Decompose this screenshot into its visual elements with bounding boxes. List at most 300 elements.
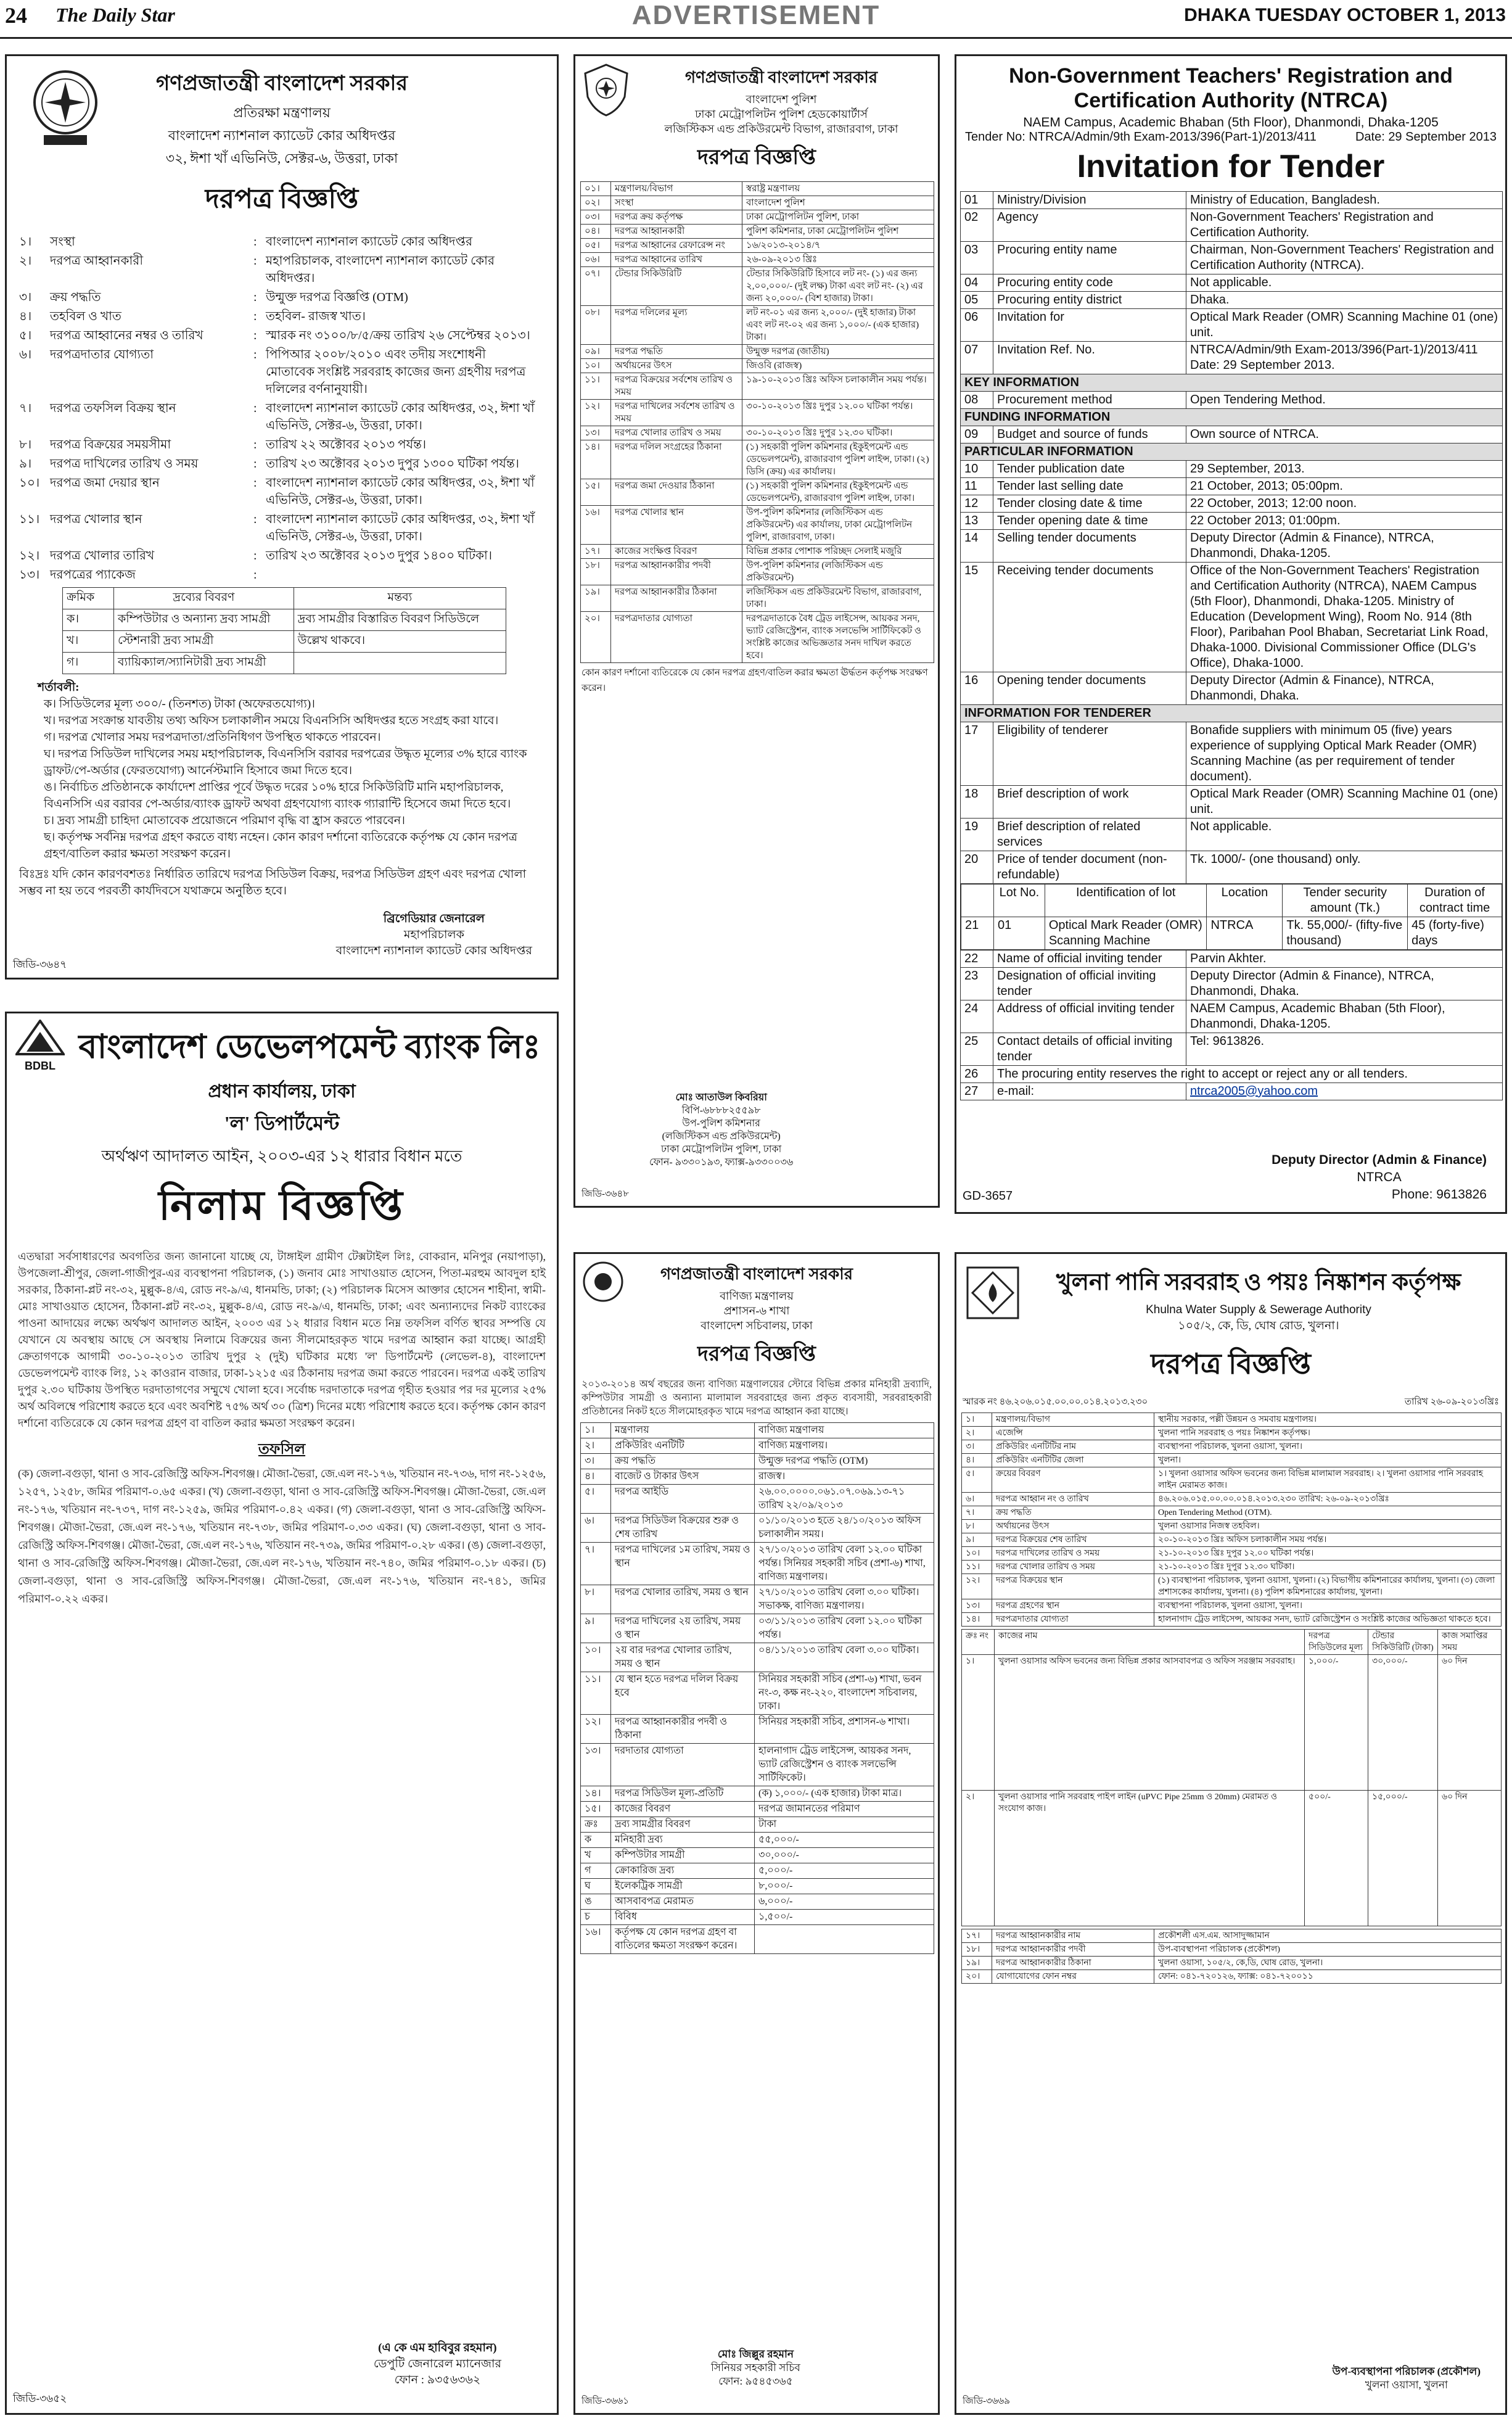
separator: : xyxy=(253,348,257,361)
ad-khulna-lot-table xyxy=(961,1629,1502,1926)
info-label: দরপত্র তফসিল বিক্রয় স্থান xyxy=(50,402,176,415)
cell-number: ক xyxy=(581,1833,611,1848)
cell-label: যে স্থান হতে দরপত্র দলিল বিক্রয় হবে xyxy=(611,1672,755,1715)
table-row xyxy=(63,631,506,653)
table-row xyxy=(962,1506,1502,1520)
lot-cell: ৩০,০০০/- xyxy=(1368,1655,1438,1791)
table-row xyxy=(581,196,934,210)
ad-police-signature xyxy=(649,1091,793,1169)
info-row xyxy=(19,252,544,287)
table-row xyxy=(581,345,934,359)
cell-value: হালনাগাদ ট্রেড লাইসেন্স, আয়কর সনদ, ভ্যাট রেজিস্ট্রেশন ও সংশ্লিষ্ট কাজের অভিজ্ঞতা থাকতে হবে। xyxy=(1154,1613,1502,1627)
ad-ntrca-address: NAEM Campus, Academic Bhaban (5th Floor), Dhanmondi, Dhaka-1205 xyxy=(1023,115,1439,130)
cell-label: দরপত্র খোলার তারিখ, সময় ও স্থান xyxy=(611,1585,755,1614)
cell-label: কাজের বিবরণ xyxy=(611,1802,755,1817)
sig-line: ঢাকা মেট্রোপলিটন পুলিশ, ঢাকা xyxy=(661,1144,782,1155)
cell-label: Selling tender documents xyxy=(993,530,1186,563)
cell-value: Dhaka. xyxy=(1186,292,1503,309)
cell-value: ০৪/১১/২০১৩ তারিখ বেলা ৩.০০ ঘটিকা। xyxy=(755,1643,934,1672)
cell-label: দরপত্র বিক্রয়ের শেষ তারিখ xyxy=(992,1533,1154,1547)
cell-label: দরপত্র আহ্বানকারীর পদবী xyxy=(611,559,742,585)
info-number: ১১। xyxy=(19,513,40,526)
cell-label: Budget and source of funds xyxy=(993,426,1186,443)
cell-number: ৬। xyxy=(962,1493,992,1506)
cell-label: বিবিধ xyxy=(611,1910,755,1925)
info-label: দরপত্র বিক্রয়ের সময়সীমা xyxy=(50,438,171,452)
info-label: ক্রয় পদ্ধতি xyxy=(50,291,101,304)
info-row xyxy=(19,327,544,344)
info-label: দরপত্রের প্যাকেজ xyxy=(50,568,136,582)
cell-value: ১। খুলনা ওয়াসার অফিস ভবনের জন্য বিভিন্ন মালামাল সরবরাহ। ২। খুলনা ওয়াসার পানি সরবরাহ লাইন মেরামত কাজ। xyxy=(1154,1467,1502,1493)
pkg-cell: স্টেশনারী দ্রব্য সামগ্রী xyxy=(114,631,294,653)
cell-value: হালনাগাদ ট্রেড লাইসেন্স, আয়কর সনদ, ভ্যাট রেজিস্ট্রেশন ও ব্যাংক সলভেন্সি সার্টিফিকেট। xyxy=(755,1744,934,1786)
ad-ntrca-ref xyxy=(965,130,1497,144)
info-value: বাংলাদেশ ন্যাশনাল ক্যাডেট কোর অধিদপ্তর xyxy=(266,235,472,249)
info-row xyxy=(19,233,544,250)
cell-value: লজিস্টিকস এন্ড প্রকিউরমেন্ট বিভাগ, রাজারবাগ, ঢাকা। xyxy=(742,585,934,612)
term-item: ঙ। নির্বাচিত প্রতিষ্ঠানকে কার্যাদেশ প্রাপ্তির পূর্বে উদ্ধৃত দরের ১০% হারে সিকিউরিটি মানি মহাপরিচালক, বিএনসিসি এর বরাবর পে-অর্ডার/ব্যাংক ড্রাফট অথবা গ্রহণযোগ্য ব্যাংক গ্যারান্টি হিসেবে জমা দিতে হবে। xyxy=(44,781,511,810)
table-row xyxy=(581,545,934,559)
separator: : xyxy=(253,549,257,563)
table-row xyxy=(961,342,1503,374)
cell-number: ০৭। xyxy=(581,267,611,306)
ad-code: জিডি-৩৬৪৮ xyxy=(581,1189,630,1199)
table-row xyxy=(581,1848,934,1863)
table-row xyxy=(581,267,934,306)
cell-number: 25 xyxy=(961,1033,993,1066)
cell-number: ১১। xyxy=(962,1561,992,1574)
government-emblem-icon xyxy=(581,1260,625,1306)
ad-ntrca-heading: Invitation for Tender xyxy=(1077,149,1385,184)
cell-label: Procuring entity name xyxy=(993,242,1186,274)
info-value: স্মারক নং ৩১০০/৮/৫/ক্রয় তারিখ ২৬ সেপ্টেম্বর ২০১৩। xyxy=(266,329,530,342)
info-row xyxy=(19,547,544,564)
cell-number: ৫। xyxy=(581,1485,611,1514)
cell-number: 19 xyxy=(961,819,993,851)
sig-line: খুলনা ওয়াসা, খুলনা xyxy=(1365,2379,1448,2391)
cell-number: ১১। xyxy=(581,1672,611,1715)
cell-number: 11 xyxy=(961,478,993,495)
cell-number: ১৮। xyxy=(962,1943,992,1957)
cell-label: দরপত্র আহ্বানের তারিখ xyxy=(611,253,742,267)
table-row xyxy=(961,1083,1503,1100)
info-row xyxy=(19,289,544,306)
table-row xyxy=(962,1413,1502,1427)
section-title: PARTICULAR INFORMATION xyxy=(961,443,1503,461)
table-row xyxy=(961,563,1503,672)
cell-label: Contact details of official inviting tender xyxy=(993,1033,1186,1066)
page-header xyxy=(0,0,1512,39)
cell-number: ১১। xyxy=(581,373,611,400)
term-item: ছ। কর্তৃপক্ষ সর্বনিম্ন দরপত্র গ্রহণ করতে বাধ্য নহেন। কোন কারণ দর্শানো ব্যতিরেকে কর্তৃপক্ষ যে কোন দরপত্র গ্রহণ/বাতিল করার ক্ষমতা সংরক্ষণ করেন। xyxy=(44,831,517,860)
cell-number: ১২। xyxy=(581,400,611,426)
cell-number: ঘ xyxy=(581,1879,611,1894)
ad-code: জিডি-৩৬৫২ xyxy=(13,2393,67,2404)
table-row xyxy=(961,209,1503,242)
lot-cell: ৫০০/- xyxy=(1305,1791,1368,1926)
lot-head: ক্রঃ নং xyxy=(962,1630,995,1655)
ad-police-table xyxy=(580,181,934,663)
ad-commerce-title: গণপ্রজাতন্ত্রী বাংলাদেশ সরকার xyxy=(660,1265,853,1283)
cell-number: ১৫। xyxy=(581,479,611,506)
table-row xyxy=(581,239,934,253)
separator: : xyxy=(253,568,257,582)
info-number: ১২। xyxy=(19,549,40,563)
cell-number: ১৭। xyxy=(962,1929,992,1943)
cell-number: ৬। xyxy=(581,1514,611,1543)
cell-label: দরপত্র আহ্বানকারীর পদবী ও ঠিকানা xyxy=(611,1715,755,1744)
cell-value: উন্মুক্ত দরপত্র পদ্ধতি (OTM) xyxy=(755,1454,934,1469)
government-emblem-icon xyxy=(31,68,99,152)
cell-number: 01 xyxy=(961,192,993,209)
separator: : xyxy=(253,254,257,268)
cell-label: দরপত্র সিডিউল মূল্য-প্রতিটি xyxy=(611,1786,755,1802)
sig-line: সিনিয়র সহকারী সচিব xyxy=(711,2362,800,2374)
table-row xyxy=(581,400,934,426)
sig-line: NTRCA xyxy=(1357,1170,1402,1184)
table-row xyxy=(581,1614,934,1643)
cell-value: ২৬-০৯-২০১৩ খ্রিঃ xyxy=(742,253,934,267)
separator: : xyxy=(253,329,257,342)
table-row xyxy=(962,1943,1502,1957)
cell-value: Tk. 1000/- (one thousand) only. xyxy=(1186,851,1503,884)
cell-label: e-mail: xyxy=(993,1083,1186,1100)
info-number: ৪। xyxy=(19,310,32,323)
cell-number: ১৫। xyxy=(581,1802,611,1817)
ad-khulna-signature xyxy=(1333,2365,1481,2392)
lot-cell: ১। xyxy=(962,1655,995,1791)
table-row xyxy=(581,1454,934,1469)
ad-cadet-package-table xyxy=(62,587,506,674)
info-label: দরপত্র দাখিলের তারিখ ও সময় xyxy=(50,457,199,471)
cell-number: 17 xyxy=(961,722,993,786)
info-value: তারিখ ২৩ অক্টোবর ২০১৩ দুপুর ১৩০০ ঘটিকা পর্যন্ত। xyxy=(266,457,519,471)
info-label: দরপত্র জমা দেয়ার স্থান xyxy=(50,476,160,490)
cell-number: ৭। xyxy=(962,1506,992,1520)
tender-number: Tender No: NTRCA/Admin/9th Exam-2013/396(Part-1)/2013/411 xyxy=(965,130,1317,144)
table-row xyxy=(962,1467,1502,1493)
cell-label: দ্রব্য সামগ্রীর বিবরণ xyxy=(611,1817,755,1833)
cell-value: Bonafide suppliers with minimum 05 (five) years experience of supplying Optical Mark Reader (OMR) Scanning Machine (as per requirement of tender document). xyxy=(1186,722,1503,786)
cell-value: দরপত্রদাতাকে বৈধ ট্রেড লাইসেন্স, আয়কর সনদ, ভ্যাট রেজিস্ট্রেশন, ব্যাংক সলভেন্সি সার্টিফিকেট ও সংশ্লিষ্ট কাজের অভিজ্ঞতার সনদ দাখিল করতে হবে। xyxy=(742,612,934,663)
cell-value: ৬,০০০/- xyxy=(755,1894,934,1910)
cell-number: ০১। xyxy=(581,182,611,196)
section-label: ADVERTISEMENT xyxy=(631,0,881,30)
table-row xyxy=(962,1613,1502,1627)
cell-label: দরপত্র দাখিলের ২য় তারিখ, সময় ও স্থান xyxy=(611,1614,755,1643)
memo-date: তারিখ ২৬-০৯-২০১৩খ্রিঃ xyxy=(1404,1397,1499,1407)
cell-value: লট নং-০১ এর জন্য ২,০০০/- (দুই হাজার) টাকা এবং লট নং-০২ এর জন্য ১,০০০/- (এক হাজার) টাকা। xyxy=(742,306,934,345)
cell-label: দরপত্র দাখিলের সর্বশেষ তারিখ ও সময় xyxy=(611,400,742,426)
ad-bdbl-schedule-label: তফসিল xyxy=(258,1441,306,1458)
cell-number: ৭। xyxy=(581,1543,611,1585)
cell-number: 10 xyxy=(961,461,993,478)
ad-cadet-terms xyxy=(7,679,557,899)
cell-label: দরপত্র আহ্বানের রেফারেন্স নং xyxy=(611,239,742,253)
cell-number: ১০। xyxy=(962,1547,992,1561)
info-row xyxy=(19,436,544,453)
lot-cell: Tk. 55,000/- (fifty-five thousand) xyxy=(1283,917,1408,950)
table-row xyxy=(961,786,1503,819)
cell-value: বাণিজ্য মন্ত্রণালয় xyxy=(755,1423,934,1438)
table-row xyxy=(581,253,934,267)
ad-khulna-memo xyxy=(963,1395,1499,1410)
sig-line: মহাপরিচালক xyxy=(403,928,464,941)
separator: : xyxy=(253,310,257,323)
cell-label: Tender publication date xyxy=(993,461,1186,478)
cell-label: দরপত্র আহ্বানকারীর নাম xyxy=(992,1929,1154,1943)
email-link[interactable]: ntrca2005@yahoo.com xyxy=(1186,1083,1503,1100)
table-row xyxy=(581,1910,934,1925)
cell-label: দরপত্র খোলার স্থান xyxy=(611,506,742,545)
cell-value: ২১-১০-২০১৩ খ্রিঃ দুপুর ১২.৩০ ঘটিকা। xyxy=(1154,1561,1502,1574)
memo-number: স্মারক নং ৪৬.২০৬.০১৫.০০.০০.০১৪.২০১৩.২৩০ xyxy=(963,1397,1148,1407)
cell-label: Eligibility of tenderer xyxy=(993,722,1186,786)
table-row xyxy=(581,373,934,400)
cell-number: ০৮। xyxy=(581,306,611,345)
cell-number: ০৬। xyxy=(581,253,611,267)
cell-number: ৯। xyxy=(581,1614,611,1643)
table-row xyxy=(581,1802,934,1817)
table-row xyxy=(962,1574,1502,1599)
lot-cell: ১,০০০/- xyxy=(1305,1655,1368,1791)
cell-value: Optical Mark Reader (OMR) Scanning Machine 01 (one) unit. xyxy=(1186,786,1503,819)
info-number: ৫। xyxy=(19,329,32,342)
lot-cell: ৬০ দিন xyxy=(1438,1791,1502,1926)
info-number: ৮। xyxy=(19,438,32,452)
sig-line: বিপি-৬৮৮৮২৫৫৯৮ xyxy=(681,1105,761,1116)
ad-ntrca-title: Non-Government Teachers' Registration and Certification Authority (NTRCA) xyxy=(1009,64,1453,112)
cell-label: Tender closing date & time xyxy=(993,495,1186,513)
table-row xyxy=(581,1469,934,1485)
cell-value: ব্যবস্থাপনা পরিচালক, খুলনা ওয়াসা, খুলনা। xyxy=(1154,1599,1502,1613)
cell-label: এজেন্সি xyxy=(992,1427,1154,1440)
table-row xyxy=(961,426,1503,443)
pkg-cell: দ্রব্য সামগ্রীর বিস্তারিত বিবরণ সিডিউলে xyxy=(294,609,506,631)
cell-label: Opening tender documents xyxy=(993,672,1186,705)
ad-cadet-ministry: প্রতিরক্ষা মন্ত্রণালয় xyxy=(233,105,331,120)
cell-value: উপ-পুলিশ কমিশনার (লজিস্টিকস এন্ড প্রকিউরমেন্ট) xyxy=(742,559,934,585)
table-row xyxy=(962,1493,1502,1506)
cell-number: ১৬। xyxy=(581,1925,611,1954)
table-row xyxy=(961,292,1503,309)
sig-line: মোঃ জিল্লুর রহমান xyxy=(717,2348,794,2360)
cell-number: ১৬। xyxy=(581,506,611,545)
sig-line: Deputy Director (Admin & Finance) xyxy=(1272,1153,1487,1167)
info-value: তহবিল- রাজস্ব খাত। xyxy=(266,310,366,323)
table-row xyxy=(581,479,934,506)
table-row xyxy=(962,1533,1502,1547)
table-row xyxy=(962,1547,1502,1561)
section-header xyxy=(961,705,1503,722)
cell-value: বিভিন্ন প্রকার পোশাক পরিচ্ছদ সেলাই মজুরি xyxy=(742,545,934,559)
cell-label: Brief description of related services xyxy=(993,819,1186,851)
cell-number: ৩। xyxy=(581,1454,611,1469)
table-row xyxy=(63,653,506,674)
table-row xyxy=(63,609,506,631)
table-row xyxy=(581,1863,934,1879)
cell-value: NTRCA/Admin/9th Exam-2013/396(Part-1)/2013/411 Date: 29 September 2013. xyxy=(1186,342,1503,374)
lot-head: Identification of lot xyxy=(1045,885,1207,917)
cell-value: ০৩/১১/২০১৩ তারিখ বেলা ১২.০০ ঘটিকা পর্যন্ত। xyxy=(755,1614,934,1643)
lot-cell: NTRCA xyxy=(1207,917,1283,950)
cell-value: ২১-১০-২০১৩ খ্রিঃ দুপুর ১২.০০ ঘটিকা পর্যন্ত। xyxy=(1154,1547,1502,1561)
cell-number: ১৩। xyxy=(581,1744,611,1786)
table-row xyxy=(581,1833,934,1848)
info-number: ১৩। xyxy=(19,568,40,582)
cell-number: চ xyxy=(581,1910,611,1925)
police-emblem-icon xyxy=(581,62,631,121)
pkg-head-remark: মন্তব্য xyxy=(294,588,506,609)
cell-label: দরপত্রদাতার যোগ্যতা xyxy=(611,612,742,663)
section-title: FUNDING INFORMATION xyxy=(961,409,1503,426)
section-header xyxy=(961,409,1503,426)
cell-number: ০২। xyxy=(581,196,611,210)
ad-bdbl-signature xyxy=(374,2340,501,2388)
cell-label: দরপত্র বিক্রয়ের স্থান xyxy=(992,1574,1154,1599)
sig-line: ফোন- ৯৩৩০১৯৩, ফ্যাক্স-৯৩৩০০৩৬ xyxy=(649,1157,794,1168)
ad-commerce-heading: দরপত্র বিজ্ঞপ্তি xyxy=(697,1343,816,1366)
cell-number: 15 xyxy=(961,563,993,672)
ad-khulna-heading: দরপত্র বিজ্ঞপ্তি xyxy=(1151,1348,1311,1380)
cell-label: দরপত্র বিক্রয়ের সর্বশেষ তারিখ ও সময় xyxy=(611,373,742,400)
table-row xyxy=(581,1543,934,1585)
cell-value: (ক) ১,০০০/- (এক হাজার) টাকা মাত্র। xyxy=(755,1786,934,1802)
cell-value: ৫,০০০/- xyxy=(755,1863,934,1879)
ad-khulna-table xyxy=(961,1413,1502,1627)
cell-label: যোগাযোগের ফোন নম্বর xyxy=(992,1970,1154,1984)
term-item: খ। দরপত্র সংক্রান্ত যাবতীয় তথ্য অফিস চলাকালীন সময়ে বিএনসিসি অধিদপ্তর হতে সংগ্রহ করা যাবে। xyxy=(44,714,499,727)
cell-label: দরপত্র সিডিউল বিক্রয়ের শুরু ও শেষ তারিখ xyxy=(611,1514,755,1543)
separator: : xyxy=(253,438,257,452)
cell-label: Agency xyxy=(993,209,1186,242)
cell-number: ১৯। xyxy=(581,585,611,612)
separator: : xyxy=(253,235,257,249)
cell-value: ৩০,০০০/- xyxy=(755,1848,934,1863)
info-value: উন্মুক্ত দরপত্র বিজ্ঞপ্তি (OTM) xyxy=(266,291,408,304)
lot-cell: 01 xyxy=(993,917,1045,950)
cell-number: ১৩। xyxy=(962,1599,992,1613)
table-row xyxy=(962,1520,1502,1533)
ad-police-heading: দরপত্র বিজ্ঞপ্তি xyxy=(697,146,816,169)
cell-label: Procuring entity district xyxy=(993,292,1186,309)
cell-number: ১৪। xyxy=(962,1613,992,1627)
cell-number: 18 xyxy=(961,786,993,819)
ad-commerce-intro: ২০১৩-২০১৪ অর্থ বছরের জন্য বাণিজ্য মন্ত্রণালয়ের স্টোরে বিভিন্ন প্রকার মনিহারী দ্রব্যাদি, কম্পিউটার সামগ্রী ও অন্যান্য মালামাল সরবরাহের জন্য প্রকৃত ব্যবসায়ী, সরবরাহকারী প্রতিষ্ঠানের নিকট হতে সীলমোহরকৃত খামে দরপত্র আহ্বান করা যাচ্ছে। xyxy=(581,1379,932,1417)
cell-number: 16 xyxy=(961,672,993,705)
pkg-cell xyxy=(294,653,506,674)
info-row xyxy=(19,474,544,509)
lot-head: দরপত্র সিডিউলের মূল্য xyxy=(1305,1630,1368,1655)
cell-value: Tel: 9613826. xyxy=(1186,1033,1503,1066)
cell-label: Address of official inviting tender xyxy=(993,1000,1186,1033)
cell-label: Tender last selling date xyxy=(993,478,1186,495)
ad-ntrca-signature xyxy=(1272,1152,1487,1203)
cell-label: দরপত্র দলিলের মূল্য xyxy=(611,306,742,345)
section-header xyxy=(961,374,1503,392)
lot-head: Location xyxy=(1207,885,1283,917)
lot-cell: খুলনা ওয়াসার পানি সরবরাহ পাইপ লাইন (uPVC Pipe 25mm ও 20mm) মেরামত ও সংযোগ কাজ। xyxy=(995,1791,1305,1926)
cell-label: অর্থায়নের উৎস xyxy=(611,359,742,373)
ad-ntrca xyxy=(955,54,1507,1214)
cell-value: সিনিয়র সহকারী সচিব (প্রশা-৬) শাখা, ভবন নং-৩, কক্ষ নং-২২০, বাংলাদেশ সচিবালয়, ঢাকা। xyxy=(755,1672,934,1715)
cell-value: বাংলাদেশ পুলিশ xyxy=(742,196,934,210)
cell-label: দরপত্রদাতার যোগ্যতা xyxy=(992,1613,1154,1627)
cell-number: ক্রঃ xyxy=(581,1817,611,1833)
info-value: মহাপরিচালক, বাংলাদেশ ন্যাশনাল ক্যাডেট কোর অধিদপ্তর। xyxy=(266,254,495,285)
cell-label: দরপত্র দাখিলের ১ম তারিখ, সময় ও স্থান xyxy=(611,1543,755,1585)
info-number: ১। xyxy=(19,235,32,249)
table-row xyxy=(962,1561,1502,1574)
cell-number: 08 xyxy=(961,392,993,409)
separator: : xyxy=(253,513,257,526)
table-row xyxy=(581,306,934,345)
table-row xyxy=(581,1786,934,1802)
cell-label: মন্ত্রণালয়/বিভাগ xyxy=(992,1413,1154,1427)
pkg-cell: কম্পিউটার ও অন্যান্য দ্রব্য সামগ্রী xyxy=(114,609,294,631)
cell-label: মন্ত্রণালয় xyxy=(611,1423,755,1438)
cell-value: Deputy Director (Admin & Finance), NTRCA, Dhanmondi, Dhaka-1205. xyxy=(1186,530,1503,563)
cell-value: বাণিজ্য মন্ত্রণালয়। xyxy=(755,1438,934,1454)
cell-value: 21 October, 2013; 05:00pm. xyxy=(1186,478,1503,495)
table-row xyxy=(961,968,1503,1000)
cell-value: ফোন: ০৪১-৭২০১২৬, ফ্যাক্স: ০৪১-৭২০০১১ xyxy=(1154,1970,1502,1984)
info-number: ৬। xyxy=(19,348,32,361)
pkg-cell: ব্যায়িক্যাল/স্যানিটারী দ্রব্য সামগ্রী xyxy=(114,653,294,674)
ad-cadet-corps xyxy=(5,54,559,980)
table-row xyxy=(961,478,1503,495)
ad-bdbl-dept: 'ল' ডিপার্টমেন্ট xyxy=(224,1112,340,1134)
cell-value: ৩০-১০-২০১৩ খ্রিঃ দুপুর ১২.০০ ঘটিকা পর্যন্ত। xyxy=(742,400,934,426)
cell-value: উন্মুক্ত দরপত্র (জাতীয়) xyxy=(742,345,934,359)
table-row xyxy=(961,274,1503,292)
cell-number: ২। xyxy=(581,1438,611,1454)
ad-khulna-wasa xyxy=(955,1252,1507,2415)
ad-police-footnote: কোন কারণ দর্শানো ব্যতিরেকে যে কোন দরপত্র গ্রহণ/বাতিল করার ক্ষমতা ঊর্দ্ধতন কর্তৃপক্ষ সংরক্ষণ করেন। xyxy=(581,668,928,693)
ad-dmp-police xyxy=(573,54,940,1208)
term-item: ঘ। দরপত্র সিডিউল দাখিলের সময় মহাপরিচালক, বিএনসিসি বরাবর দরপত্রের উদ্ধৃত মূল্যের ৩% হারে ব্যাংক ড্রাফট/পে-অর্ডার (ফেরতযোগ্য) আর্নেস্টমানি হিসাবে জমা দিতে হবে। xyxy=(44,748,527,777)
pkg-cell: ক। xyxy=(63,609,114,631)
cell-label: কম্পিউটার সামগ্রী xyxy=(611,1848,755,1863)
cell-number: ৯। xyxy=(962,1533,992,1547)
info-row xyxy=(19,566,544,584)
cell-value: খুলনা পানি সরবরাহ ও পয়ঃ নিষ্কাশন কর্তৃপক্ষ। xyxy=(1154,1427,1502,1440)
cell-label: কর্তৃপক্ষ যে কোন দরপত্র গ্রহণ বা বাতিলের ক্ষমতা সংরক্ষণ করেন। xyxy=(611,1925,755,1954)
table-row xyxy=(581,1925,934,1954)
cell-value: Ministry of Education, Bangladesh. xyxy=(1186,192,1503,209)
cell-label: দরপত্র আহ্বানকারীর পদবী xyxy=(992,1943,1154,1957)
date-line: DHAKA TUESDAY OCTOBER 1, 2013 xyxy=(1184,5,1506,25)
cell-value: Open Tendering Method. xyxy=(1186,392,1503,409)
sig-line: উপ-পুলিশ কমিশনার xyxy=(682,1118,760,1129)
cell-number: ৮। xyxy=(581,1585,611,1614)
pkg-head-serial: ক্রমিক xyxy=(63,588,114,609)
ad-bdbl-body: এতদ্বারা সর্বসাধারণের অবগতির জন্য জানানো যাচ্ছে যে, টাঙ্গাইল গ্রামীণ টেক্সটাইল লিঃ, বোকরান, মনিপুর (নয়াপাড়া), উপজেলা-শ্রীপুর, জেলা-গাজীপুর-এর ব্যবস্থাপনা পরিচালক, (১) জনাব মোঃ সাখাওয়াত হোসেন, পিতা-মরহুম আবদুল হাই সরকার, ঠিকানা-প্লট নং-৩২, মুল্লুক-৪/এ, রোড নং-৯/এ, ধানমন্ডি, ঢাকা; (২) পরিচালক মিসেস আক্তার হোসেন শাহীনা, স্বামী-মোঃ সাখাওয়াত হোসেন, ঠিকানা-প্লট নং-৩২, মুল্লুক-৪/এ, রোড নং-৯/এ, ধানমন্ডি, ঢাকা; এবং অন্যান্যদের নিকট ব্যাংকের পাওনা আদায়ের লক্ষ্যে অর্থঋণ আদালত আইন, ২০০৩ এর ১২ ধারার বিধান মতে নিম্ন তফসিল বর্ণিত স্থাবর সম্পত্তি যে যেখানে যে অবস্থায় আছে সে অবস্থায় নিলামে বিক্রয়ের জন্য সীলমোহরকৃত খামে দরপত্র আহ্বান করা যাচ্ছে। আগ্রহী ক্রেতাগণকে আগামী ৩০-১০-২০১৩ তারিখ দুপুর ২ (দুই) ঘটিকার মধ্যে 'ল' ডিপার্টমেন্ট (লেভেল-৪), বাংলাদেশ ডেভেলপমেন্ট ব্যাংক লিঃ, ১২ কাওরান বাজার, ঢাকা-১২১৫ এর ঠিকানায় দরপত্র জমা করতে পারবেন। দরপত্র একই তারিখ দুপুর ২.৩০ ঘটিকায় উপস্থিত দরদাতাগণের সম্মুখে খোলা হবে। সর্বোচ্চ দরদাতাকে দরপত্র গৃহীত হওয়ার পর দর মূল্যের ২৫% অর্থ অবিলম্বে পরিশোধ করতে হবে এবং অবশিষ্ট ৭৫% অর্থ ৩০ (ত্রিশ) দিনের মধ্যে পরিশোধ করতে হবে। কর্তৃপক্ষ কোন কারণ দর্শানো ব্যতিরেকে যে কোন দরপত্র গ্রহণ বা বাতিল করার ক্ষমতা সংরক্ষণ করেন। xyxy=(18,1250,546,1429)
cell-label: ক্রয় পদ্ধতি xyxy=(992,1506,1154,1520)
cell-value: NAEM Campus, Academic Bhaban (5th Floor), Dhanmondi, Dhaka-1205. xyxy=(1186,1000,1503,1033)
cell-label: প্রকিউরিং এনটিটির নাম xyxy=(992,1440,1154,1454)
cell-value: উপ-ব্যবস্থাপনা পরিচালক (প্রকৌশল) xyxy=(1154,1943,1502,1957)
table-row xyxy=(961,951,1503,968)
pkg-head-item: দ্রব্যের বিবরণ xyxy=(114,588,294,609)
cell-number: 20 xyxy=(961,851,993,884)
table-row xyxy=(581,1744,934,1786)
info-label: দরপত্র আহ্বানের নম্বর ও তারিখ xyxy=(50,329,203,342)
table-row xyxy=(581,1894,934,1910)
cell-number: ১০। xyxy=(581,1643,611,1672)
cell-number: ১৮। xyxy=(581,559,611,585)
cell-number: ১। xyxy=(581,1423,611,1438)
